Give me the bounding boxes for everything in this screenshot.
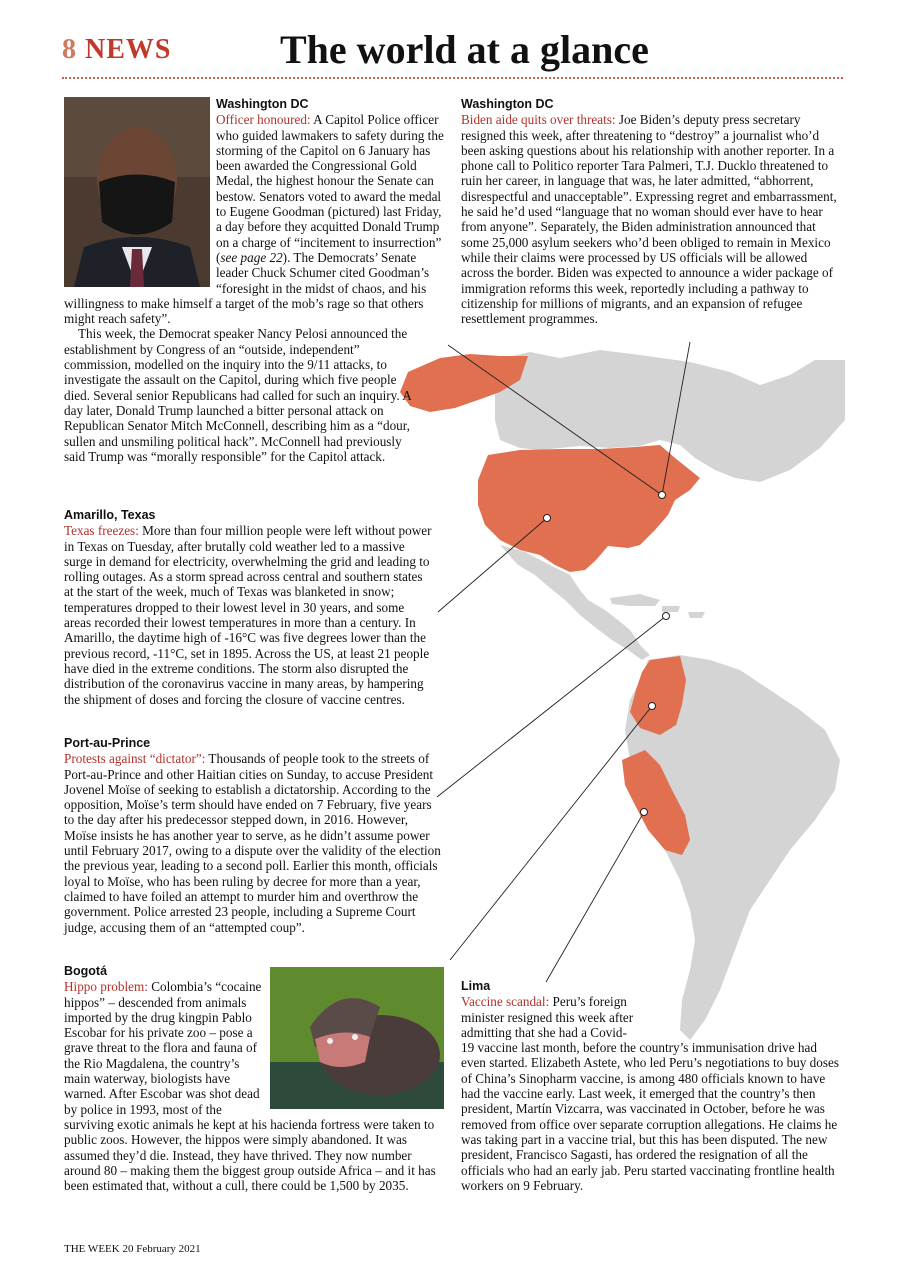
story-kicker: Officer honoured:	[216, 112, 311, 128]
section-name: NEWS	[85, 34, 172, 65]
page-number: 8	[62, 34, 77, 65]
cross-reference: see page 22	[220, 249, 283, 265]
caribbean-islands	[610, 594, 705, 618]
leader-line-bogota	[450, 706, 652, 960]
story-paragraph	[64, 751, 442, 935]
story-lima	[461, 979, 839, 1193]
story-washington-2	[461, 97, 839, 326]
story-paragraph	[64, 523, 434, 707]
story-paragraph	[461, 112, 839, 326]
story-location: Bogotá	[64, 964, 108, 978]
page-section-label	[62, 34, 171, 66]
story-kicker: Protests against “dictator”:	[64, 751, 206, 767]
story-location: Washington DC	[216, 97, 309, 111]
marker-washington	[659, 492, 666, 499]
story-amarillo	[64, 508, 434, 707]
story-body: A Capitol Police officer who guided lawmakers to safety during the storming of the Capitol on 6 January has been awarded the Congressional Gold Medal, the highest honour the Senate can bestow. Senators voted to award the medal to Eugene Goodman (pictured) last Friday, a day before they acquitted Donald Trump on a charge of “incitement to insurrection” (	[216, 112, 444, 265]
story-paragraph-2: This week, the Democrat speaker Nancy Pelosi announced the establishment by Congress of an “outside, independent” commission, modelled on the inquiry into the 9/11 attacks, to investigate the assault on the Capitol, during which five people died. Several senior Republicans had called for such an inquiry. A day later, Donald Trump launched a bitter personal attack on Republican Senator Mitch McConnell, describing him as a “dour, sullen and unsmiling political hack”. McConnell had previously said Trump was “morally responsible” for the Capitol attack.	[64, 326, 412, 464]
story-kicker: Biden aide quits over threats:	[461, 112, 616, 128]
leader-line-lima	[546, 812, 644, 982]
story-location: Amarillo, Texas	[64, 508, 156, 522]
story-location: Washington DC	[461, 97, 554, 111]
marker-amarillo	[544, 515, 551, 522]
story-bogota	[64, 964, 444, 1193]
story-washington-1	[64, 97, 444, 464]
story-body: Colombia’s “cocaine hippos” – descended from animals imported by the drug kingpin Pablo Escobar for his private zoo – pose a grave threat to the flora and fauna of the Rio Magdalena, the country’s main waterway, biologists have warned. After Escobar was shot dead by police in 1993, most of the surviving exotic animals he kept at his hacienda fortress were taken to public zoos. However, the hippos were simply abandoned. It was assumed they’d die. Instead, they have thrived. They now number around 80 – making them the biggest group outside Africa – and it has been estimated that, without a cull, there could be 1,500 by 2035.	[64, 979, 436, 1194]
story-body: More than four million people were left without power in Texas on Tuesday, after brutally cold weather led to a massive surge in demand for electricity, overwhelming the grid and leading to rolling outages. As a storm spread across central and southern states at the start of the week, much of Texas was blanketed in snow; temperatures dropped to their lowest level in 30 years, and some areas recorded their lowest temperatures in more than a century. In Amarillo, the daytime high of -16°C was five degrees lower than the previous record, -11°C, set in 1895. Across the US, at least 21 people have died in the extreme conditions. The storm also disrupted the distribution of the coronavirus vaccine in many areas, by hampering the shipment of doses and forcing the closure of vaccine centres.	[64, 523, 432, 707]
photo-spacer	[64, 97, 216, 291]
story-location: Port-au-Prince	[64, 736, 151, 750]
map-spacer	[639, 979, 839, 1039]
story-port-au-prince	[64, 736, 442, 935]
story-kicker: Texas freezes:	[64, 523, 139, 539]
marker-lima	[641, 809, 648, 816]
story-kicker: Vaccine scandal:	[461, 994, 550, 1010]
story-kicker: Hippo problem:	[64, 979, 148, 995]
page-title: The world at a glance	[280, 27, 649, 72]
marker-bogota	[649, 703, 656, 710]
page-footer: THE WEEK 20 February 2021	[64, 1243, 201, 1255]
photo-spacer	[264, 964, 444, 1110]
header-divider	[62, 77, 843, 79]
story-location: Lima	[461, 979, 491, 993]
story-body: Peru’s foreign minister resigned this week after admitting that she had a Covid-19 vaccine last month, before the country’s immunisation drive had even started. Elizabeth Astete, who led Peru’s negotiations to buy doses of China’s Sinopharm vaccine, is among 480 officials known to have had the vaccine early. Last week, it emerged that the country’s then president, Martín Vizcarra, was vaccinated in October, before he was removed from office over separate corruption allegations. He claims he was taking part in a vaccine trial, but this has been disputed. The new president, Francisco Sagasti, has ordered the resignation of all the officials who had an early jab. Peru started vaccinating frontline health workers on 9 February.	[461, 994, 839, 1193]
story-body: Thousands of people took to the streets of Port-au-Prince and other Haitian cities on Sunday, to accuse President Jovenel Moïse of seeking to establish a dictatorship. According to the opposition, Moïse’s term should have ended on 7 February, five years to the day after his predecessor stepped down, in 2016. However, Moïse insists he has another year to serve, as he didn’t assume power until February 2017, owing to a dispute over the validity of the election the previous year, leading to a second poll. Earlier this month, officials loyal to Moïse, who has been ruling by decree for more than a year, claimed to have foiled an attempt to murder him and overthrow the government. Police arrested 23 people, including a Supreme Court judge, accusing them of an “attempted coup”.	[64, 751, 441, 935]
marker-portauprince	[663, 613, 670, 620]
story-body: Joe Biden’s deputy press secretary resigned this week, after threatening to “destroy” a journalist who’d been asking questions about his relationship with another reporter. In a phone call to Politico reporter Tara Palmeri, T.J. Ducklo threatened to ruin her career, in language that was, he later admitted, “abhorrent, disrespectful and unacceptable”. Expressing regret and embarrassment, he said he’d used “language that no woman should ever have to hear from anyone”. Separately, the Biden administration announced that some 25,000 asylum seekers who’d been obliged to remain in Mexico while their claims were processed by US officials will be allowed across the border. Biden was expected to announce a wider package of immigration reforms this week, reportedly including a pathway to citizenship for millions of migrants, and an expansion of refugee resettlement programmes.	[461, 112, 837, 327]
story-body-cont: ). The Democrats’ Senate leader Chuck Schumer cited Goodman’s “foresight in the midst of chaos, and his willingness to make himself a target of the mob’s rage so that others might reach safety”.	[64, 249, 430, 327]
